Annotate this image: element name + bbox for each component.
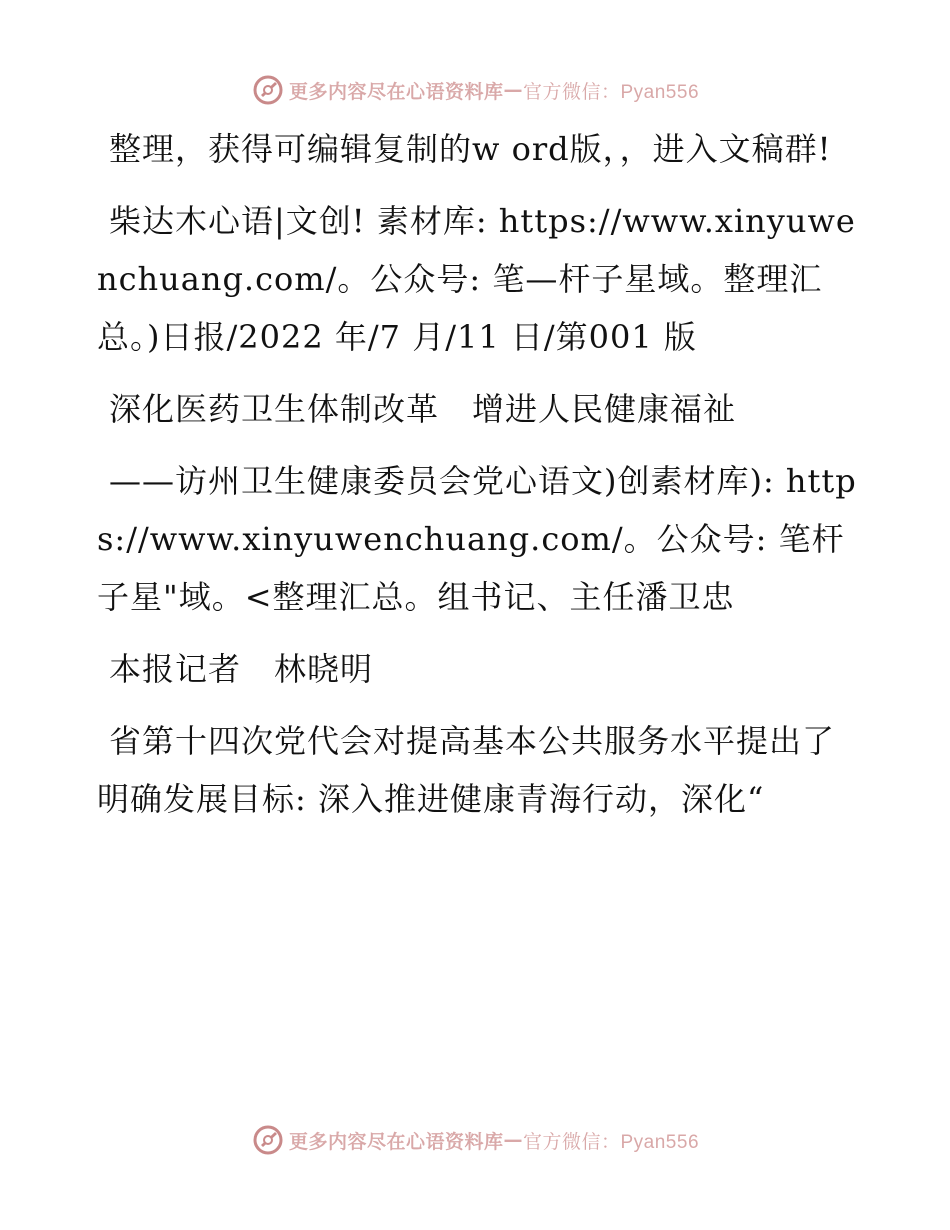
paragraph-intro: 整理，获得可编辑复制的w ord版，，进入文稿群!: [109, 130, 832, 168]
paragraph-source: 柴达木心语|文创! 素材库: https://www.xinyuwenchuang.com/。公众号: 笔—杆子星域。整理汇总。)日报/2022 年/7 月/11 日/第001 版: [97, 202, 856, 356]
watermark-brand-text: 更多内容尽在心语资料库: [288, 80, 504, 103]
watermark-separator: —: [503, 1129, 523, 1151]
header-watermark: [0, 70, 950, 110]
footer-watermark: [0, 1120, 950, 1160]
watermark-separator: —: [503, 79, 523, 101]
watermark-wechat-text: 官方微信：Pyan556: [523, 81, 700, 103]
article-subtitle: ——访州卫生健康委员会党心语文)创素材库): https://www.xinyuwenchuang.com/。公众号: 笔杆子星"域。<整理汇总。组书记、主任潘卫忠: [97, 462, 857, 616]
paragraph-body: 省第十四次党代会对提高基本公共服务水平提出了明确发展目标: 深入推进健康青海行动，深化“: [97, 722, 836, 818]
brand-logo-icon: [251, 1123, 285, 1157]
article-byline: 本报记者 林晓明: [109, 650, 374, 688]
brand-logo-icon: [251, 73, 285, 107]
watermark-brand-text: 更多内容尽在心语资料库: [288, 1130, 504, 1153]
watermark-wechat-text: 官方微信：Pyan556: [523, 1131, 700, 1153]
article-title: 深化医药卫生体制改革 增进人民健康福祉: [109, 390, 737, 428]
document-body: [97, 120, 867, 842]
